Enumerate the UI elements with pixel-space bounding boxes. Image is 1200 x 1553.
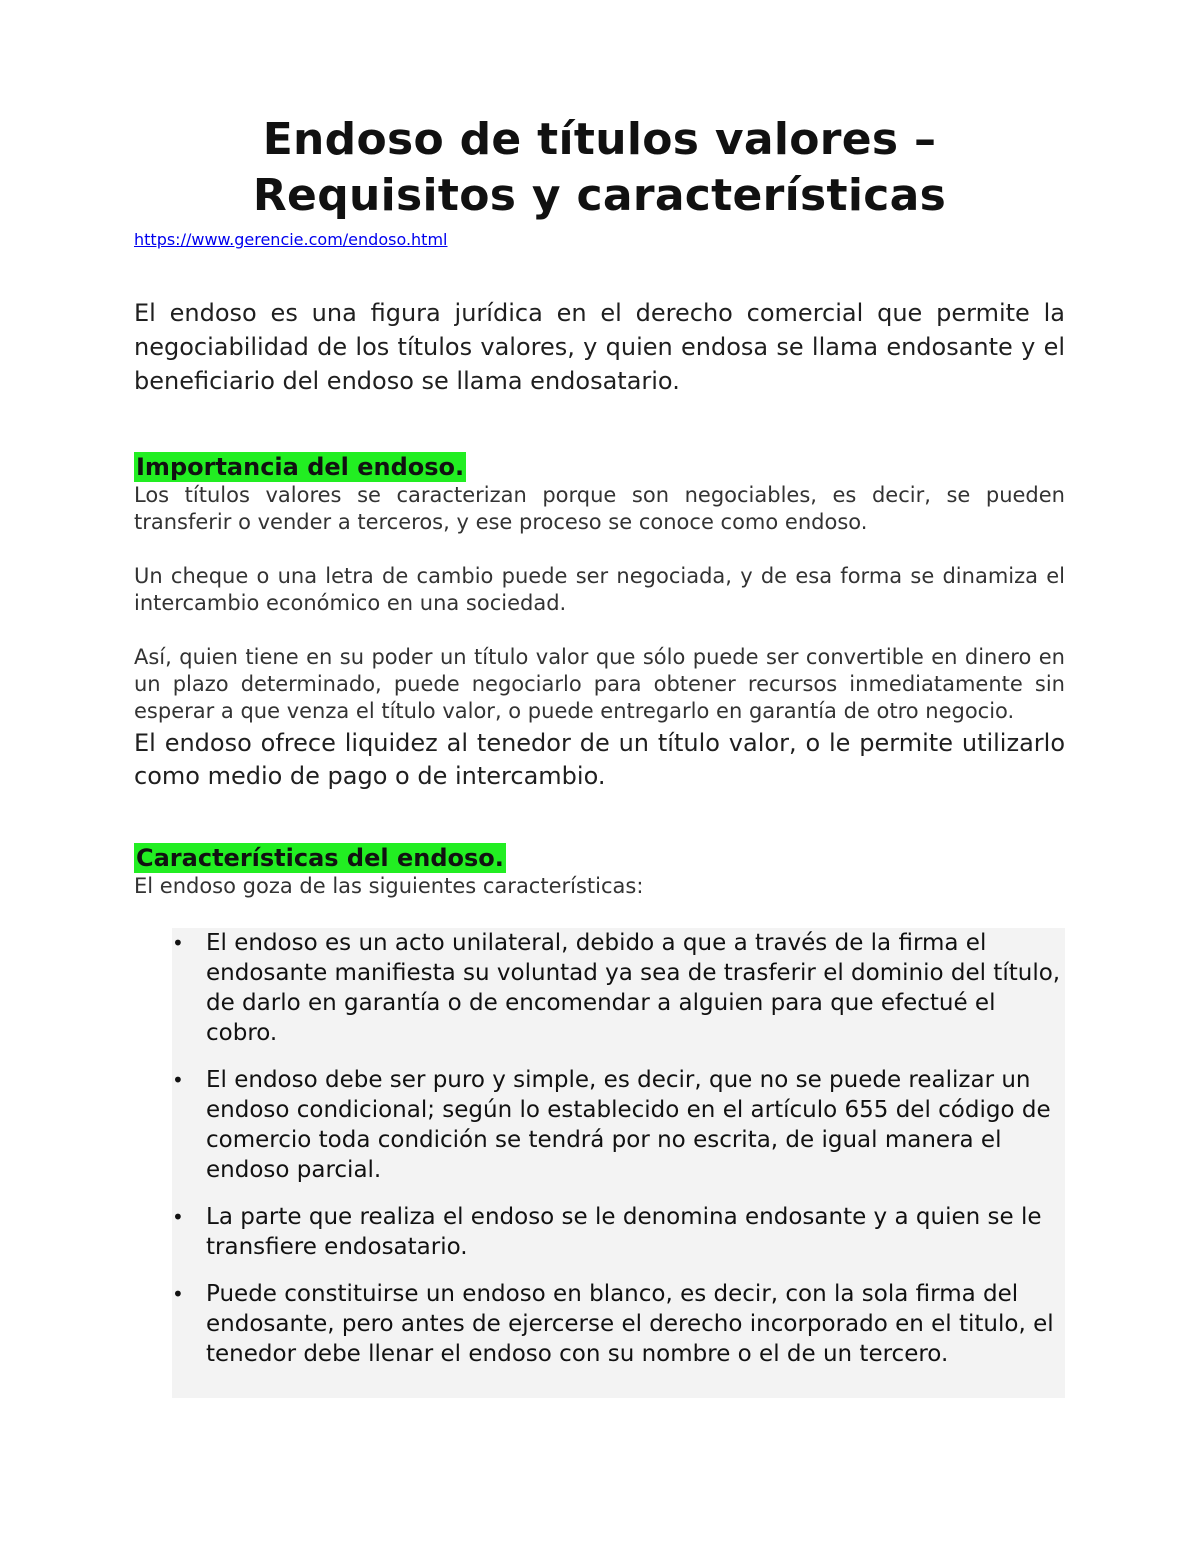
importance-section <box>134 452 1065 793</box>
list-item-text: El endoso es un acto unilateral, debido a que a través de la firma el endosante manifiesta su voluntad ya sea de trasferir el dominio del título, de darlo en garantía o de encomendar a alguien para que efectué el cobro. <box>206 930 1061 1046</box>
page-title <box>134 0 1065 224</box>
list-item-text: Puede constituirse un endoso en blanco, es decir, con la sola firma del endosante, pero antes de ejercerse el derecho incorporado en el titulo, el tenedor debe llenar el endoso con su nombre o el de un tercero. <box>206 1281 1054 1367</box>
importance-paragraph-3: Así, quien tiene en su poder un título valor que sólo puede ser convertible en dinero en un plazo determinado, puede negociarlo para obtener recursos inmediatamente sin esperar a que venza el título valor, o puede entregarlo en garantía de otro negocio. <box>134 645 1065 723</box>
title-line-1: Endoso de títulos valores – <box>262 114 937 165</box>
importance-paragraph-1: Los títulos valores se caracterizan porque son negociables, es decir, se pueden transferir o vender a terceros, y ese proceso se conoce como endoso. <box>134 483 1065 534</box>
document-page <box>134 0 1065 900</box>
bullet-icon: • <box>172 1068 184 1092</box>
characteristics-heading: Características del endoso. <box>136 844 504 872</box>
importance-paragraph-2: Un cheque o una letra de cambio puede ser negociada, y de esa forma se dinamiza el intercambio económico en una sociedad. <box>134 564 1065 615</box>
characteristics-lead-in: El endoso goza de las siguientes características: <box>134 874 644 898</box>
characteristics-section <box>134 843 1065 900</box>
list-item <box>172 1279 1065 1369</box>
intro-paragraph: El endoso es una figura jurídica en el derecho comercial que permite la negociabilidad de los títulos valores, y quien endosa se llama endosante y el beneficiario del endoso se llama endosatario. <box>134 299 1065 395</box>
characteristics-list <box>172 928 1065 1386</box>
list-item <box>172 1202 1065 1262</box>
list-item-text: La parte que realiza el endoso se le denomina endosante y a quien se le transfiere endosatario. <box>206 1204 1042 1260</box>
bullet-icon: • <box>172 1205 184 1229</box>
list-item <box>172 1065 1065 1185</box>
bullet-icon: • <box>172 931 184 955</box>
list-item-text: El endoso debe ser puro y simple, es decir, que no se puede realizar un endoso condicional; según lo establecido en el artículo 655 del código de comercio toda condición se tendrá por no escrita, de igual manera el endoso parcial. <box>206 1067 1051 1183</box>
importance-heading: Importancia del endoso. <box>136 453 465 481</box>
list-item <box>172 928 1065 1048</box>
bullet-icon: • <box>172 1282 184 1306</box>
importance-paragraph-4: El endoso ofrece liquidez al tenedor de un título valor, o le permite utilizarlo como medio de pago o de intercambio. <box>134 729 1065 790</box>
title-line-2: Requisitos y características <box>252 170 947 221</box>
source-link[interactable]: https://www.gerencie.com/endoso.html <box>134 230 448 249</box>
